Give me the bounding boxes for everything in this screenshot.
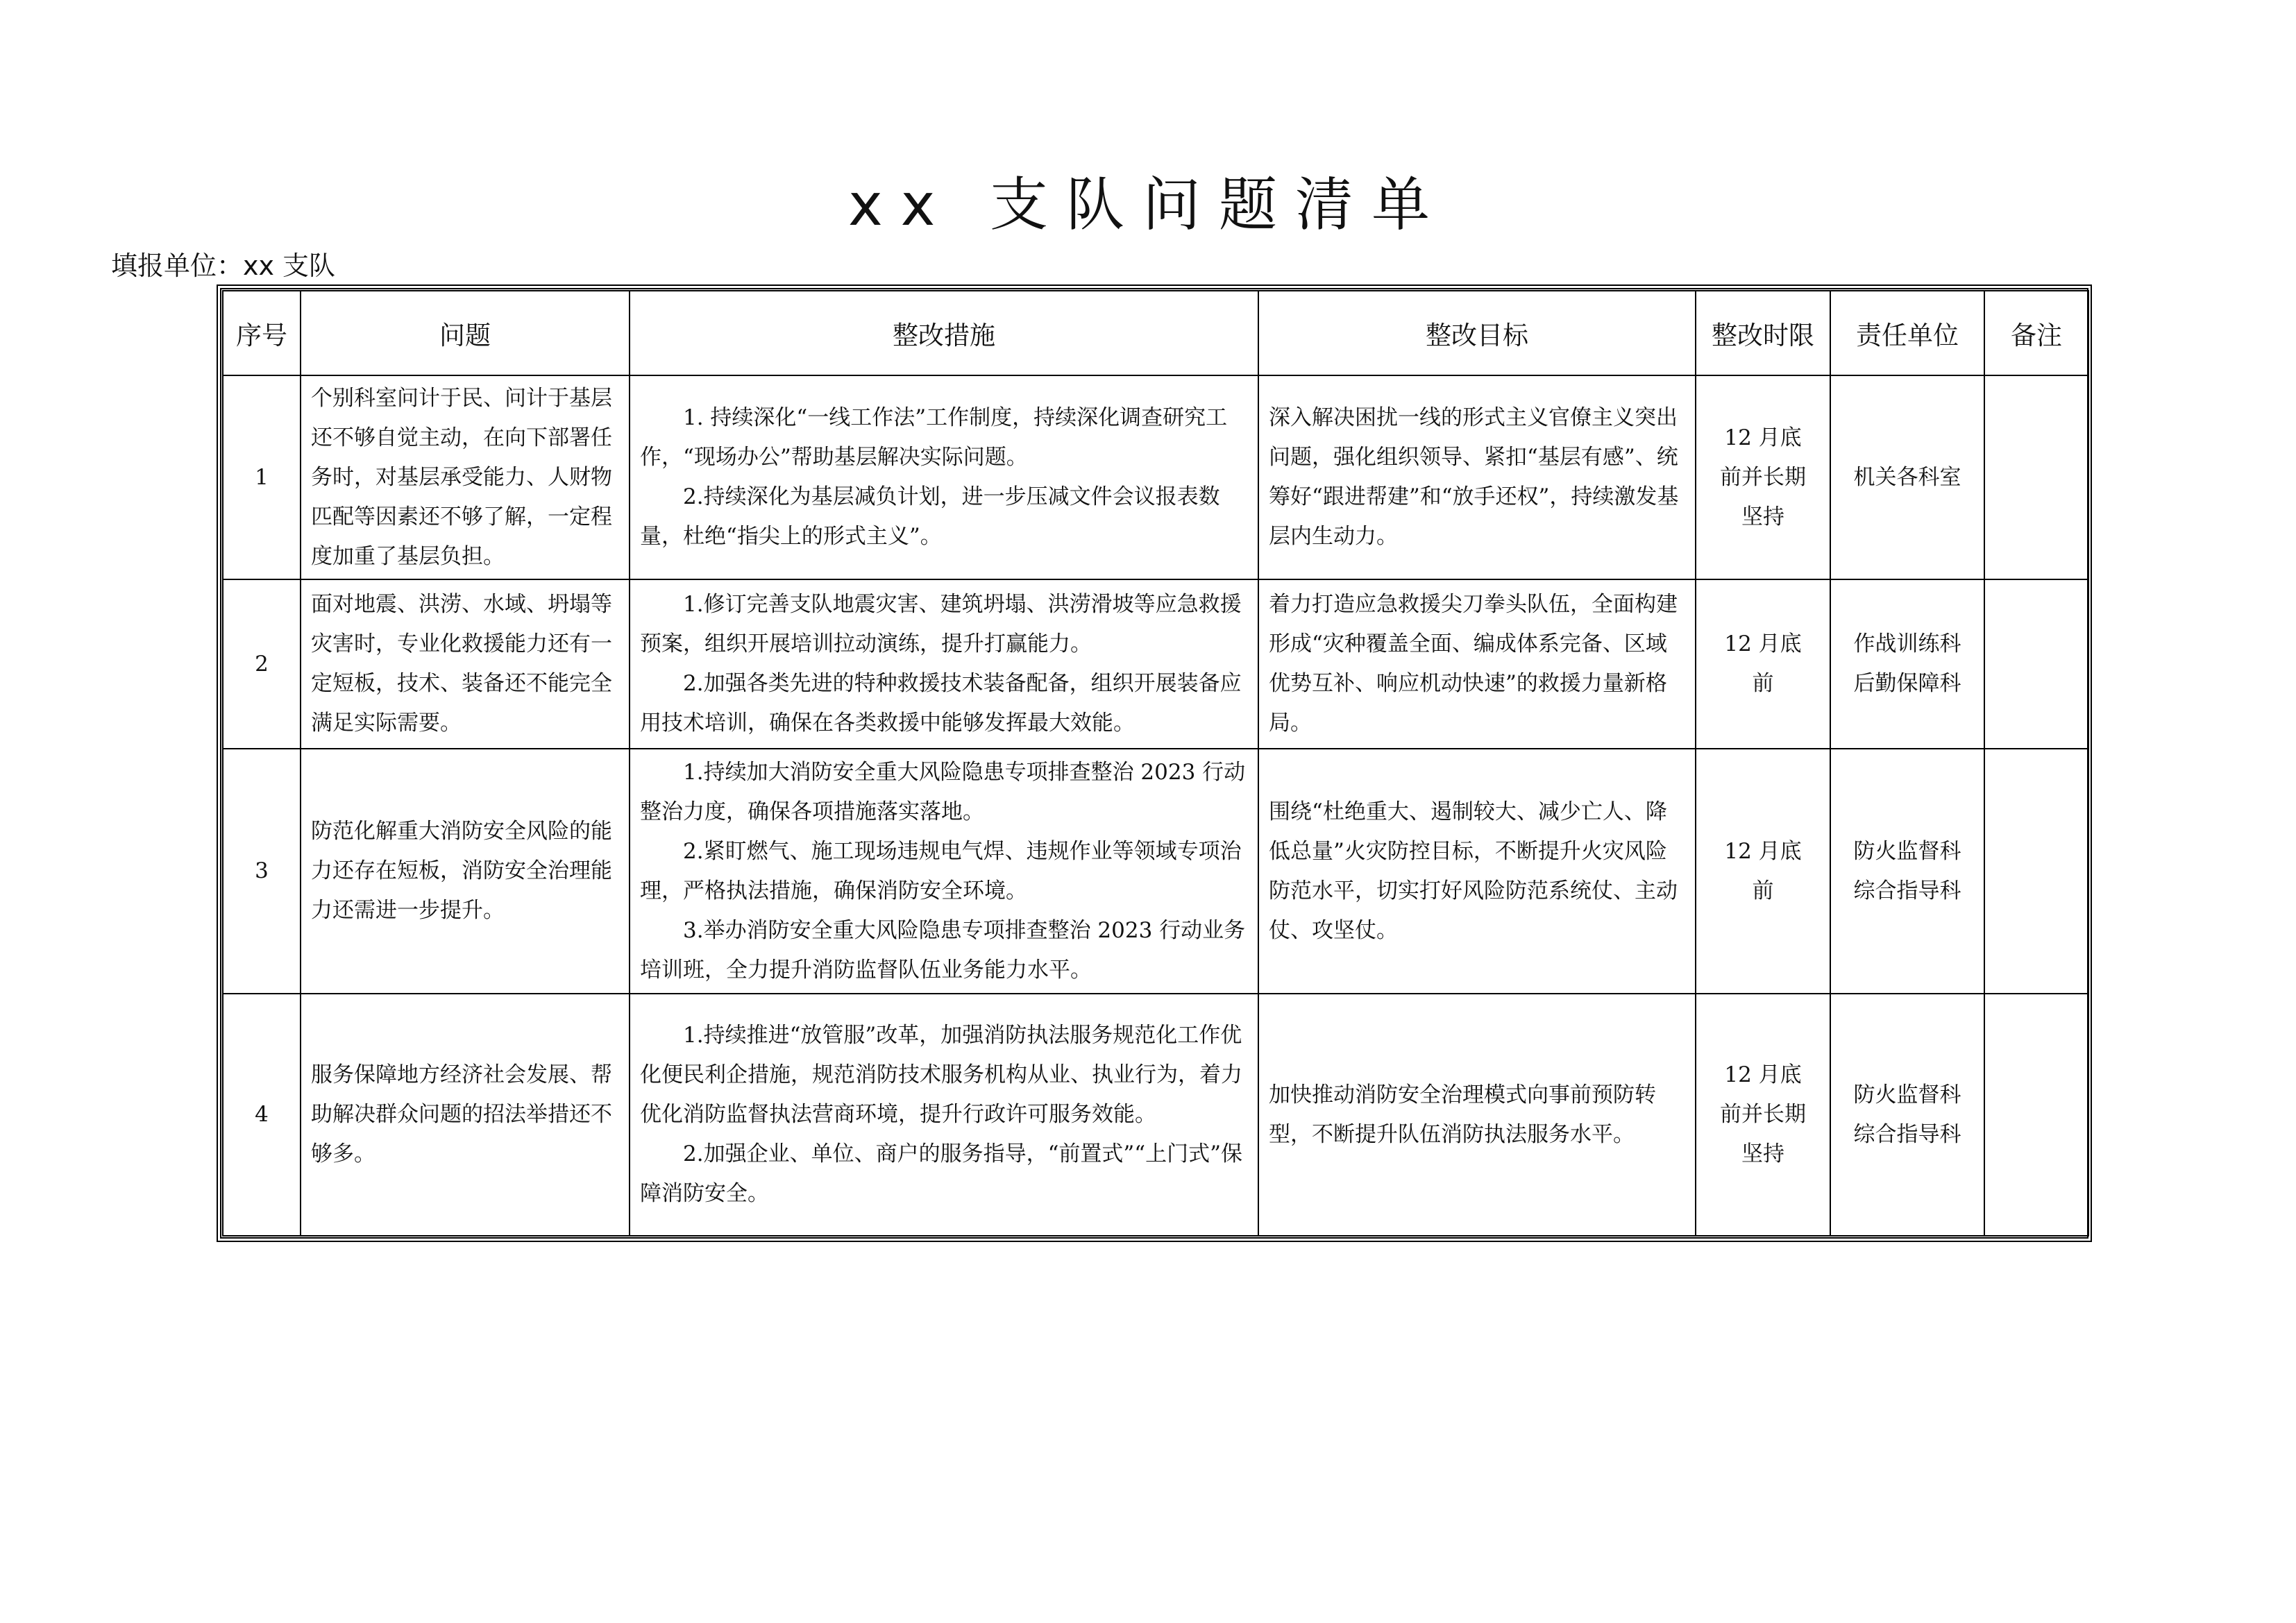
header-measures: 整改措施 (630, 291, 1258, 375)
page-title: xx 支队问题清单 (847, 171, 1449, 239)
header-remark: 备注 (1984, 291, 2088, 375)
row-goal: 着力打造应急救援尖刀拳头队伍，全面构建形成“灾种覆盖全面、编成体系完备、区域优势互补、响应机动快速”的救援力量新格局。 (1258, 579, 1696, 749)
row-dept: 作战训练科后勤保障科 (1830, 579, 1984, 749)
measure-item: 1.持续加大消防安全重大风险隐患专项排查整治 2023 行动整治力度，确保各项措施落实落地。 (640, 759, 1246, 824)
header-goal: 整改目标 (1258, 291, 1696, 375)
measure-item: 2.持续深化为基层减负计划，进一步压减文件会议报表数量，杜绝“指尖上的形式主义”。 (640, 484, 1220, 549)
table-row (223, 994, 2088, 1236)
row-deadline: 12 月底前并长期坚持 (1696, 375, 1830, 579)
measure-item: 1.修订完善支队地震灾害、建筑坍塌、洪涝滑坡等应急救援预案，组织开展培训拉动演练，提升打赢能力。 (640, 592, 1242, 656)
table-row (223, 375, 2088, 579)
row-issue: 防范化解重大消防安全风险的能力还存在短板，消防安全治理能力还需进一步提升。 (301, 749, 630, 994)
row-dept: 防火监督科综合指导科 (1830, 994, 1984, 1236)
row-remark (1984, 749, 2088, 994)
row-no: 1 (223, 375, 301, 579)
issue-table (222, 290, 2089, 1237)
row-deadline: 12 月底前 (1696, 579, 1830, 749)
row-issue: 服务保障地方经济社会发展、帮助解决群众问题的招法举措还不够多。 (301, 994, 630, 1236)
row-dept: 机关各科室 (1830, 375, 1984, 579)
row-issue: 个别科室问计于民、问计于基层还不够自觉主动，在向下部署任务时，对基层承受能力、人财物匹配等因素还不够了解，一定程度加重了基层负担。 (301, 375, 630, 579)
table-header-row (223, 291, 2088, 375)
row-remark (1984, 994, 2088, 1236)
row-goal: 加快推动消防安全治理模式向事前预防转型，不断提升队伍消防执法服务水平。 (1258, 994, 1696, 1236)
table-row (223, 749, 2088, 994)
row-no: 4 (223, 994, 301, 1236)
measure-item: 3.举办消防安全重大风险隐患专项排查整治 2023 行动业务培训班，全力提升消防监督队伍业务能力水平。 (640, 917, 1246, 983)
row-remark (1984, 375, 2088, 579)
header-dept: 责任单位 (1830, 291, 1984, 375)
row-measures (630, 375, 1258, 579)
row-measures (630, 749, 1258, 994)
row-dept: 防火监督科综合指导科 (1830, 749, 1984, 994)
row-goal: 深入解决困扰一线的形式主义官僚主义突出问题，强化组织领导、紧扣“基层有感”、统筹好“跟进帮建”和“放手还权”，持续激发基层内生动力。 (1258, 375, 1696, 579)
measure-item: 1.持续推进“放管服”改革，加强消防执法服务规范化工作优化便民利企措施，规范消防技术服务机构从业、执业行为，着力优化消防监督执法营商环境，提升行政许可服务效能。 (640, 1023, 1242, 1127)
measure-item: 2.加强企业、单位、商户的服务指导，“前置式”“上门式”保障消防安全。 (640, 1141, 1242, 1206)
row-no: 2 (223, 579, 301, 749)
header-no: 序号 (223, 291, 301, 375)
measure-item: 2.加强各类先进的特种救援技术装备配备，组织开展装备应用技术培训，确保在各类救援中能够发挥最大效能。 (640, 671, 1242, 736)
row-no: 3 (223, 749, 301, 994)
row-measures (630, 994, 1258, 1236)
row-remark (1984, 579, 2088, 749)
measure-item: 1. 持续深化“一线工作法”工作制度，持续深化调查研究工作，“现场办公”帮助基层解决实际问题。 (640, 405, 1228, 470)
row-measures (630, 579, 1258, 749)
table-row (223, 579, 2088, 749)
header-issue: 问题 (301, 291, 630, 375)
issue-table-frame (217, 284, 2092, 1242)
row-issue: 面对地震、洪涝、水域、坍塌等灾害时，专业化救援能力还有一定短板，技术、装备还不能完全满足实际需要。 (301, 579, 630, 749)
row-deadline: 12 月底前 (1696, 749, 1830, 994)
row-deadline: 12 月底前并长期坚持 (1696, 994, 1830, 1236)
header-deadline: 整改时限 (1696, 291, 1830, 375)
reporting-unit: 填报单位：xx 支队 (111, 250, 336, 281)
row-goal: 围绕“杜绝重大、遏制较大、减少亡人、降低总量”火灾防控目标，不断提升火灾风险防范水平，切实打好风险防范系统仗、主动仗、攻坚仗。 (1258, 749, 1696, 994)
measure-item: 2.紧盯燃气、施工现场违规电气焊、违规作业等领域专项治理，严格执法措施，确保消防安全环境。 (640, 838, 1242, 903)
